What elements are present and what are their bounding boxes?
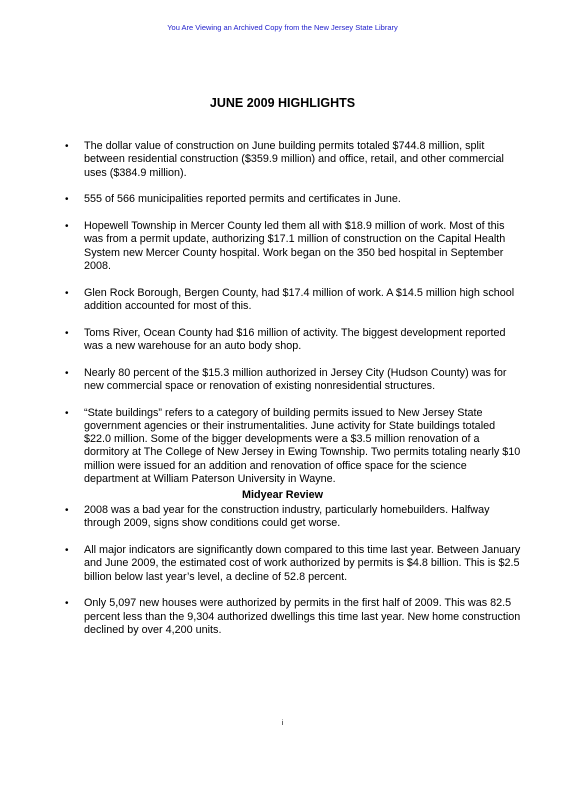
list-item-text: All major indicators are significantly down compared to this time last year. Between January and June 2009, the estimated cost of work authorized by permits is $4.8 billion. This is $2.5 billion below last year’s level, a decline of 52.8 percent. [84,543,521,583]
list-item [65,406,524,487]
list-item [65,286,524,314]
list-item [65,597,524,637]
bullet-icon: • [65,220,69,232]
list-item-text: 2008 was a bad year for the construction industry, particularly homebuilders. Halfway through 2009, signs show conditions could get worse. [84,504,490,530]
list-item-text: Hopewell Township in Mercer County led them all with $18.9 million of work. Most of this was from a permit update, authorizing $17.1 million of construction on the Capital Health System new Mercer County hospital. Work began on the 350 bed hospital in September 2008. [84,219,506,272]
list-item [65,193,524,206]
list-item [65,504,524,531]
page-title: JUNE 2009 HIGHLIGHTS [209,96,356,110]
list-item [65,219,524,273]
list-item-text: Toms River, Ocean County had $16 million of activity. The biggest development reported was a new warehouse for an auto body shop. [84,326,506,352]
archive-banner: You Are Viewing an Archived Copy from the New Jersey State Library [167,23,398,32]
list-item-text: Only 5,097 new houses were authorized by permits in the first half of 2009. This was 82.5 percent less than the 9,304 authorized dwellings this time last year. New home construction declined by over 4,200 units. [84,597,521,636]
bullet-icon: • [65,194,69,206]
list-item-text: Nearly 80 percent of the $15.3 million authorized in Jersey City (Hudson County) was for new commercial space or renovation of existing nonresidential structures. [84,366,507,392]
highlights-list [65,140,524,500]
list-item [65,326,524,354]
midyear-review-heading: Midyear Review [241,489,323,501]
bullet-icon: • [65,367,69,379]
list-item-text: “State buildings” refers to a category of building permits issued to New Jersey State government agencies or their instrumentalities. June activity for State buildings totaled $22.0 million. Some of the bigger developments were a $3.5 million renovation of a dormitory at The College of New Jersey in Ewing Township. Two permits totaling nearly $10 million were issued for an addition and renovation of office space for the science department at William Paterson University in Wayne. [84,406,521,485]
list-item [65,140,524,180]
bullet-icon: • [65,287,69,299]
bullet-icon: • [65,141,69,152]
bullet-icon: • [65,407,69,419]
list-item [65,543,524,584]
list-item-text: Glen Rock Borough, Bergen County, had $17.4 million of work. A $14.5 million high school addition accounted for most of this. [84,286,515,312]
bullet-icon: • [65,544,69,556]
midyear-review-list [65,504,524,651]
bullet-icon: • [65,505,69,516]
list-item-text: The dollar value of construction on June building permits totaled $744.8 million, split between residential construction ($359.9 million) and office, retail, and other commercial uses ($384.9 million). [84,140,504,179]
page-number: i [281,720,284,727]
bullet-icon: • [65,327,69,339]
list-item [65,366,524,394]
list-item-text: 555 of 566 municipalities reported permits and certificates in June. [84,193,401,206]
bullet-icon: • [65,598,69,610]
